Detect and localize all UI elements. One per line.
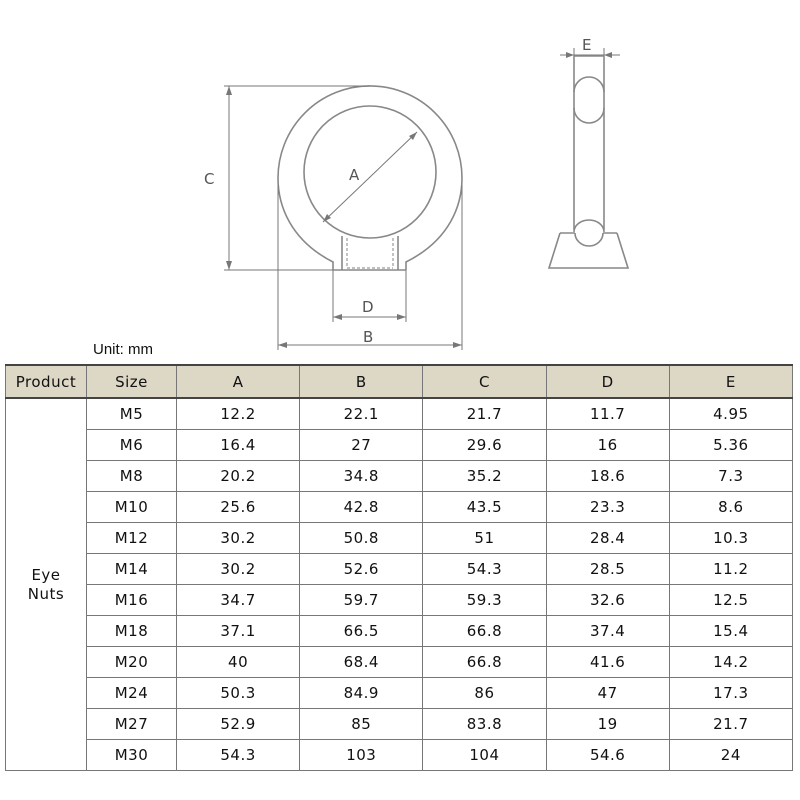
header-d: D [546,365,669,398]
table-cell: 28.5 [546,554,669,585]
table-cell: 30.2 [177,554,300,585]
table-cell: 23.3 [546,492,669,523]
table-cell: M20 [87,647,177,678]
table-row [6,554,793,585]
table-cell: 18.6 [546,461,669,492]
table-cell: M27 [87,709,177,740]
table-cell: 15.4 [669,616,792,647]
table-cell: 32.6 [546,585,669,616]
table-row [6,585,793,616]
table-cell: 104 [423,740,546,771]
table-cell: 21.7 [423,398,546,430]
table-cell: 59.3 [423,585,546,616]
side-view [549,56,628,268]
table-cell: 34.8 [300,461,423,492]
table-cell: M24 [87,678,177,709]
header-e: E [669,365,792,398]
table-row [6,616,793,647]
table-cell: 54.3 [177,740,300,771]
table-cell: 54.6 [546,740,669,771]
table-cell: 59.7 [300,585,423,616]
table-cell: M16 [87,585,177,616]
table-cell: 29.6 [423,430,546,461]
table-cell: 42.8 [300,492,423,523]
eye-outer-contour [278,86,462,270]
table-cell: 43.5 [423,492,546,523]
table-cell: 51 [423,523,546,554]
product-name-line-2: Nuts [27,584,65,603]
table-cell: M5 [87,398,177,430]
table-cell: 11.7 [546,398,669,430]
table-cell: M12 [87,523,177,554]
table-cell: 20.2 [177,461,300,492]
dim-d-label: D [362,298,374,316]
table-cell: 17.3 [669,678,792,709]
dim-c-label: C [204,170,215,188]
table-cell: 25.6 [177,492,300,523]
table-cell: 30.2 [177,523,300,554]
table-row [6,398,793,430]
thread-hidden-lines [347,238,393,268]
table-cell: 22.1 [300,398,423,430]
eye-inner-hole [304,106,436,238]
table-cell: 27 [300,430,423,461]
dim-a-line [323,132,417,222]
table-row [6,647,793,678]
eye-nut-diagram [0,0,800,360]
table-row [6,430,793,461]
table-row [6,492,793,523]
table-cell: 50.3 [177,678,300,709]
table-cell: 37.4 [546,616,669,647]
table-cell: 50.8 [300,523,423,554]
header-product: Product [6,365,87,398]
table-cell: 16 [546,430,669,461]
table-cell: M6 [87,430,177,461]
table-cell: 4.95 [669,398,792,430]
table-cell: 54.3 [423,554,546,585]
header-b: B [300,365,423,398]
dim-e-label: E [582,36,592,54]
table-row [6,523,793,554]
table-cell: 83.8 [423,709,546,740]
product-name-line-1: Eye [31,565,61,584]
unit-label: Unit: mm [93,341,153,358]
table-cell: 19 [546,709,669,740]
table-header-row [6,365,793,398]
table-cell: M18 [87,616,177,647]
table-cell: 35.2 [423,461,546,492]
table-row [6,709,793,740]
table-cell: M30 [87,740,177,771]
table-cell: 12.2 [177,398,300,430]
table-cell: 7.3 [669,461,792,492]
table-row [6,740,793,771]
table-cell: 8.6 [669,492,792,523]
table-cell: 68.4 [300,647,423,678]
table-cell: 16.4 [177,430,300,461]
table-cell: M10 [87,492,177,523]
table-cell: 12.5 [669,585,792,616]
table-cell: 66.8 [423,616,546,647]
table-cell: 66.8 [423,647,546,678]
spec-table [5,364,793,771]
table-cell: 10.3 [669,523,792,554]
table-cell: 11.2 [669,554,792,585]
technical-drawing [0,0,800,360]
table-row [6,461,793,492]
table-cell: 86 [423,678,546,709]
table-cell: 47 [546,678,669,709]
table-cell: 66.5 [300,616,423,647]
dim-a-label: A [349,166,360,184]
table-cell: 84.9 [300,678,423,709]
table-cell: 52.9 [177,709,300,740]
table-cell: 40 [177,647,300,678]
table-cell: 28.4 [546,523,669,554]
table-cell: 24 [669,740,792,771]
table-row [6,678,793,709]
table-cell: 85 [300,709,423,740]
table-cell: 14.2 [669,647,792,678]
table-cell: 41.6 [546,647,669,678]
dim-b-label: B [363,328,374,346]
table-cell: M8 [87,461,177,492]
table-cell: M14 [87,554,177,585]
eye-shank [333,236,406,270]
header-a: A [177,365,300,398]
table-cell: 21.7 [669,709,792,740]
table-cell: 52.6 [300,554,423,585]
table-cell: 5.36 [669,430,792,461]
table-cell: 34.7 [177,585,300,616]
table-cell: 103 [300,740,423,771]
header-size: Size [87,365,177,398]
header-c: C [423,365,546,398]
table-body [6,398,793,771]
table-cell: 37.1 [177,616,300,647]
product-cell [6,398,87,771]
